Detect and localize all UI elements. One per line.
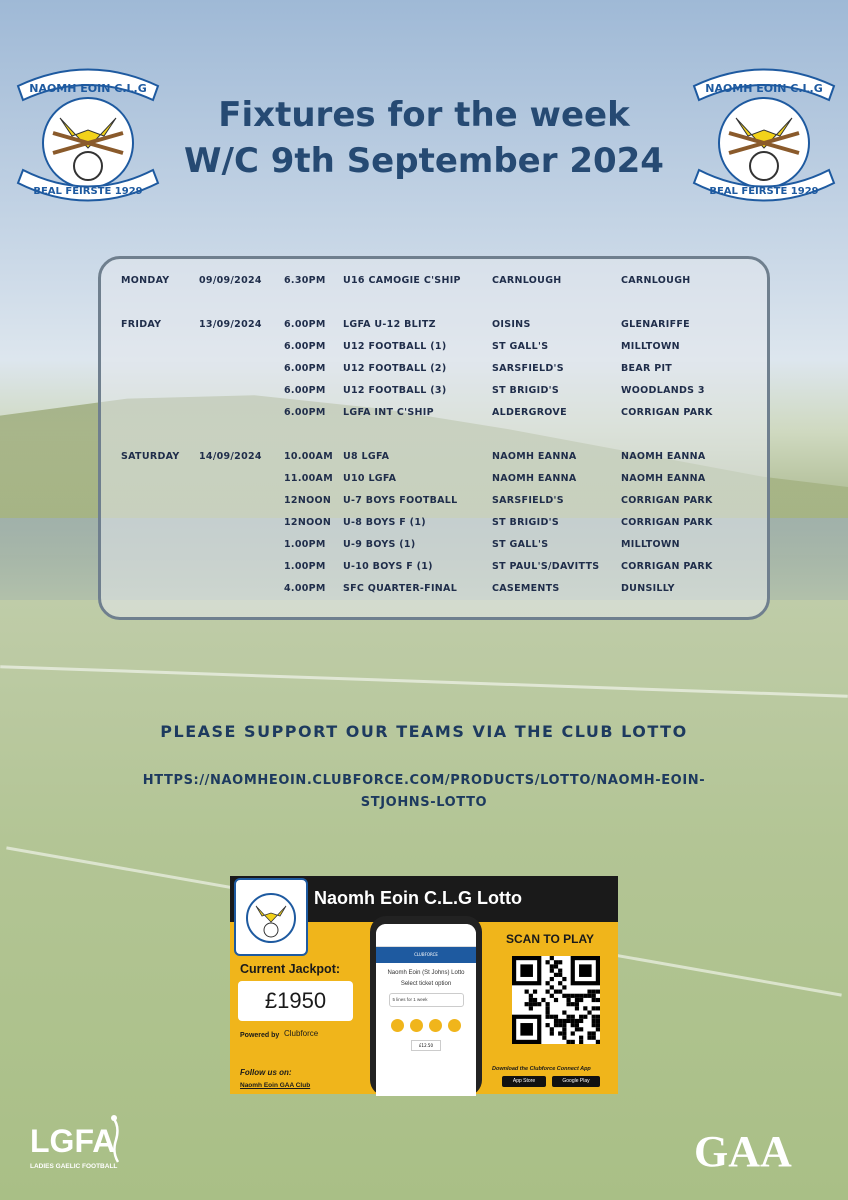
fixture-opponent: CASEMENTS (492, 583, 560, 594)
number-ball (410, 1019, 423, 1032)
crest-bottom-text: BEAL FEIRSTE 1929 (709, 186, 819, 197)
fixture-opponent: ST PAUL'S/DAVITTS (492, 561, 600, 572)
fixture-time: 6.30PM (284, 275, 326, 286)
gaa-logo-text: GAA (694, 1127, 792, 1176)
lgfa-logo (28, 1112, 138, 1182)
number-ball (429, 1019, 442, 1032)
fixture-row (101, 561, 773, 581)
fixture-venue: MILLTOWN (621, 539, 680, 550)
fixture-competition: U8 LGFA (343, 451, 390, 462)
fixture-time: 12NOON (284, 517, 332, 528)
fixture-venue: GLENARIFFE (621, 319, 690, 330)
fixture-time: 6.00PM (284, 341, 326, 352)
fixture-venue: NAOMH EANNA (621, 473, 706, 484)
fixture-date: 13/09/2024 (199, 319, 262, 330)
fixture-opponent: SARSFIELD'S (492, 495, 564, 506)
fixture-row (101, 407, 773, 427)
fixture-competition: SFC QUARTER-FINAL (343, 583, 458, 594)
fixture-opponent: OISINS (492, 319, 531, 330)
powered-by-label: Powered by (240, 1032, 280, 1039)
fixture-time: 6.00PM (284, 363, 326, 374)
fixture-row (101, 495, 773, 515)
fixture-competition: U10 LGFA (343, 473, 397, 484)
fixture-competition: U-10 BOYS F (1) (343, 561, 433, 572)
lotto-card (230, 876, 618, 1094)
lotto-crest-icon (234, 878, 308, 956)
fixture-competition: U12 FOOTBALL (1) (343, 341, 447, 352)
phone-subtitle: Select ticket option (400, 981, 452, 987)
fixture-competition: LGFA U-12 BLITZ (343, 319, 436, 330)
jackpot-label: Current Jackpot: (240, 962, 341, 976)
crest-top-text: NAOMH EOIN C.L.G (705, 82, 823, 95)
fixture-competition: U16 CAMOGIE C'SHIP (343, 275, 461, 286)
fixture-row (101, 517, 773, 537)
phone-topbar (376, 924, 476, 947)
title-line-2: W/C 9th September 2024 (184, 141, 664, 181)
fixture-venue: NAOMH EANNA (621, 451, 706, 462)
fixture-row (101, 319, 773, 339)
fixture-row (101, 539, 773, 559)
fixture-competition: U12 FOOTBALL (3) (343, 385, 447, 396)
fixture-venue: MILLTOWN (621, 341, 680, 352)
fixture-opponent: ALDERGROVE (492, 407, 567, 418)
fixture-competition: U12 FOOTBALL (2) (343, 363, 447, 374)
fixture-time: 11.00AM (284, 473, 333, 484)
fixture-time: 4.00PM (284, 583, 326, 594)
google-play-badge[interactable]: Google Play (552, 1076, 600, 1087)
fixture-venue: CARNLOUGH (621, 275, 691, 286)
pitch-line (0, 665, 848, 698)
fixture-date: 14/09/2024 (199, 451, 262, 462)
fixture-row (101, 363, 773, 383)
fixture-time: 10.00AM (284, 451, 333, 462)
qr-code-icon[interactable] (512, 956, 600, 1044)
phone-ticket-select: 5 lines for 1 week (389, 993, 464, 1007)
lotto-title: Naomh Eoin C.L.G Lotto (314, 888, 522, 908)
fixture-day: MONDAY (121, 275, 170, 286)
app-store-badge[interactable]: App Store (502, 1076, 546, 1087)
number-ball (448, 1019, 461, 1032)
phone-mockup (370, 916, 482, 1096)
fixture-competition: U-7 BOYS FOOTBALL (343, 495, 458, 506)
fixture-day: FRIDAY (121, 319, 162, 330)
fixture-date: 09/09/2024 (199, 275, 262, 286)
fixture-opponent: ST GALL'S (492, 341, 549, 352)
fixture-time: 12NOON (284, 495, 332, 506)
club-crest-left (8, 58, 168, 208)
lotto-link[interactable]: HTTPS://NAOMHEOIN.CLUBFORCE.COM/PRODUCTS/LOTTO/NAOMH-EOIN-STJOHNS-LOTTO (142, 773, 706, 810)
fixture-time: 1.00PM (284, 539, 326, 550)
fixture-opponent: ST BRIGID'S (492, 517, 559, 528)
fixture-row (101, 473, 773, 493)
number-ball (391, 1019, 404, 1032)
phone-number-picker (376, 1019, 476, 1032)
fixture-row (101, 385, 773, 405)
fixture-opponent: NAOMH EANNA (492, 473, 577, 484)
fixture-competition: LGFA INT C'SHIP (343, 407, 434, 418)
club-crest-right (684, 58, 844, 208)
fixture-row (101, 583, 773, 603)
phone-screen (376, 924, 476, 1096)
fixture-time: 6.00PM (284, 319, 326, 330)
lgfa-logo-text: LGFA (30, 1123, 116, 1159)
fixture-row (101, 275, 773, 295)
fixture-opponent: ST BRIGID'S (492, 385, 559, 396)
download-app-text: Download the Clubforce Connect App (492, 1066, 591, 1072)
fixture-time: 1.00PM (284, 561, 326, 572)
fixture-day: SATURDAY (121, 451, 180, 462)
fixture-venue: WOODLANDS 3 (621, 385, 705, 396)
social-handle[interactable]: Naomh Eoin GAA Club (240, 1082, 311, 1089)
fixture-competition: U-8 BOYS F (1) (343, 517, 426, 528)
crest-top-text: NAOMH EOIN C.L.G (29, 82, 147, 95)
gaa-logo (690, 1120, 826, 1176)
fixture-venue: DUNSILLY (621, 583, 675, 594)
page-title (160, 92, 688, 184)
fixture-row (101, 341, 773, 361)
fixture-opponent: SARSFIELD'S (492, 363, 564, 374)
fixture-venue: BEAR PIT (621, 363, 673, 374)
support-heading: PLEASE SUPPORT OUR TEAMS VIA THE CLUB LOTTO (160, 722, 688, 741)
phone-brand-band: CLUBFORCE (376, 947, 476, 963)
fixture-opponent: NAOMH EANNA (492, 451, 577, 462)
fixture-venue: CORRIGAN PARK (621, 407, 713, 418)
fixtures-table (98, 256, 770, 620)
phone-price: £12.50 (411, 1040, 441, 1051)
fixture-time: 6.00PM (284, 385, 326, 396)
phone-lotto-title: Naomh Eoin (St Johns) Lotto (387, 970, 465, 976)
fixture-competition: U-9 BOYS (1) (343, 539, 416, 550)
title-line-1: Fixtures for the week (218, 95, 630, 135)
fixture-opponent: CARNLOUGH (492, 275, 562, 286)
fixture-venue: CORRIGAN PARK (621, 517, 713, 528)
jackpot-value: £1950 (238, 981, 353, 1021)
clubforce-logo: Clubforce (284, 1029, 319, 1038)
crest-bottom-text: BEAL FEIRSTE 1929 (33, 186, 143, 197)
fixture-venue: CORRIGAN PARK (621, 561, 713, 572)
lgfa-subtitle: LADIES GAELIC FOOTBALL (30, 1163, 118, 1170)
fixture-venue: CORRIGAN PARK (621, 495, 713, 506)
follow-label: Follow us on: (240, 1068, 292, 1077)
scan-to-play-label: SCAN TO PLAY (506, 932, 595, 946)
fixture-opponent: ST GALL'S (492, 539, 549, 550)
fixture-row (101, 451, 773, 471)
fixture-time: 6.00PM (284, 407, 326, 418)
